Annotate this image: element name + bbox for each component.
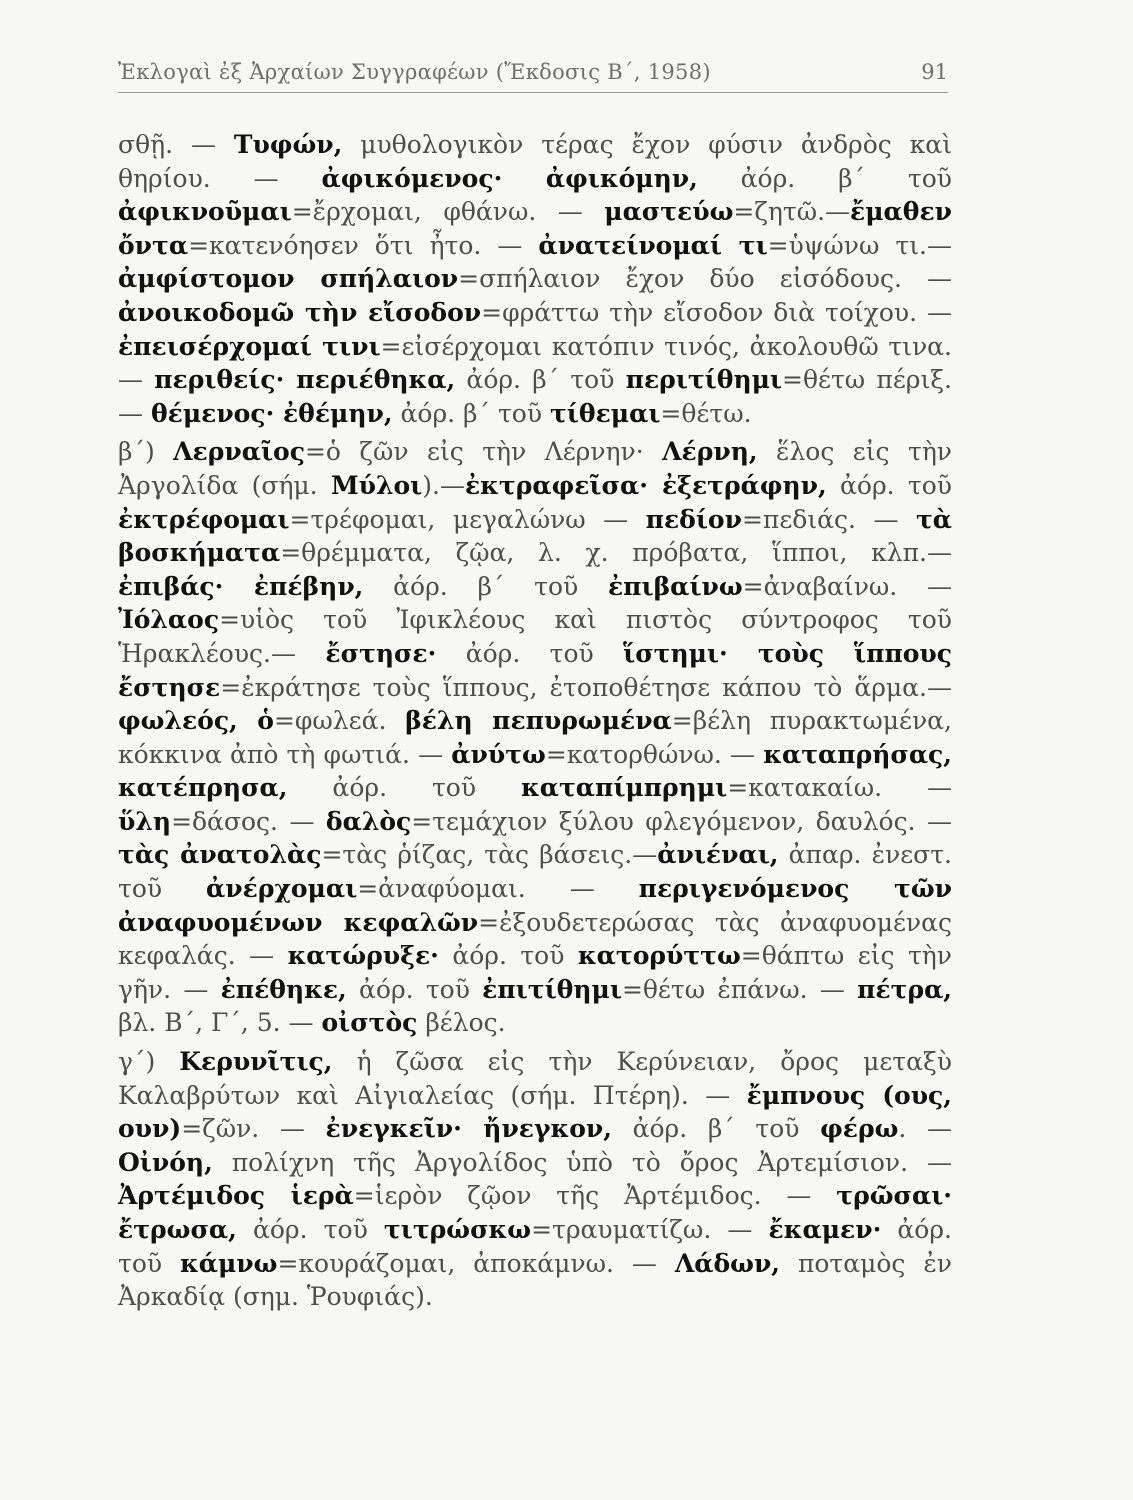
- gloss-text: =θρέμματα, ζῷα, λ. χ. πρόβατα, ἵπποι, κλπ.—: [280, 538, 952, 568]
- headword: ἔστησε·: [325, 638, 437, 668]
- glossary-paragraph-3: [118, 1045, 952, 1314]
- headword: μαστεύω: [604, 197, 734, 227]
- headword: κάμνω: [180, 1248, 278, 1278]
- gloss-text: =τρέφομαι, μεγαλώνω —: [289, 504, 646, 534]
- glossary-paragraph-1: [118, 128, 952, 430]
- headword: κατώρυξε·: [287, 941, 439, 971]
- headword: ἐπέθηκε,: [220, 974, 347, 1004]
- headword: περιθείς· περιέθηκα,: [154, 365, 456, 395]
- gloss-text: =τὰς ῥίζας, τὰς βάσεις.—: [321, 840, 658, 870]
- headword: καταπίμπρημι: [521, 773, 728, 803]
- headword: Ἰόλαος: [118, 605, 220, 635]
- headword: ἀφικνοῦμαι: [118, 197, 292, 227]
- headword: ἀμφίστομον σπήλαιον: [118, 264, 459, 294]
- gloss-text: μυθολογικὸν τέρας ἔχον φύσιν ἀνδρὸς καὶ θηρίου. —: [118, 130, 952, 193]
- headword: ἐκτρέφομαι: [118, 504, 290, 534]
- gloss-text: =φωλεά.: [273, 706, 406, 736]
- gloss-text: =φράττω τὴν εἴσοδον διὰ τοίχου. —: [481, 297, 952, 327]
- gloss-text: ἀόρ. τοῦ: [287, 773, 521, 803]
- gloss-text: ἀόρ. β΄ τοῦ: [611, 1114, 821, 1144]
- headword: θέμενος· ἐθέμην,: [150, 398, 393, 428]
- headword: περιτίθημι: [625, 365, 783, 395]
- gloss-text: =πεδιάς. —: [741, 504, 916, 534]
- gloss-text: ἀόρ. β΄ τοῦ: [697, 163, 953, 193]
- headword: ὕλη: [118, 806, 172, 836]
- gloss-text: =ἀναφύομαι. —: [357, 874, 639, 904]
- headword: ἐπεισέρχομαί τινι: [118, 331, 381, 361]
- headword: ἀνοικοδομῶ τὴν εἴσοδον: [118, 297, 482, 327]
- gloss-text: =ἱερὸν ζῷον τῆς Ἀρτέμιδος. —: [353, 1181, 837, 1211]
- headword: βέλη πεπυρωμένα: [405, 706, 672, 736]
- gloss-text: ἕλος εἰς τὴν Ἀργολίδα (σήμ.: [118, 437, 952, 500]
- headword: τρῶσαι· ἔτρωσα,: [118, 1181, 953, 1244]
- headword: Ἀρτέμιδος ἱερὰ: [118, 1181, 354, 1211]
- headword: ἀνέρχομαι: [206, 874, 358, 904]
- headword: τίθεμαι: [549, 398, 661, 428]
- gloss-text: ἀόρ. τοῦ: [436, 638, 624, 668]
- headword: Κερυνῖτις,: [179, 1047, 333, 1077]
- gloss-text: ἡ ζῶσα εἰς τὴν Κερύνειαν, ὄρος μεταξὺ Καλαβρύτων καὶ Αἰγιαλείας (σήμ. Πτέρη). —: [118, 1047, 952, 1110]
- gloss-text: ).—: [422, 470, 465, 500]
- headword: ἔκαμεν·: [768, 1215, 882, 1244]
- headword: ἐκτραφεῖσα· ἐξετράφην,: [464, 470, 827, 500]
- gloss-text: =ὁ ζῶν εἰς τὴν Λέρνην·: [304, 437, 663, 467]
- gloss-text: ἀόρ. β΄ τοῦ: [455, 365, 626, 395]
- headword: ἔμπνους (ους, ουν): [118, 1080, 952, 1144]
- headword: περιγενόμενος τῶν ἀναφυομένων κεφαλῶν: [118, 874, 952, 937]
- headword: τὰς ἀνατολὰς: [118, 840, 322, 870]
- headword: Τυφών,: [233, 130, 343, 159]
- gloss-text: =σπήλαιον ἔχον δύο εἰσόδους. —: [458, 264, 952, 294]
- glossary-text: [118, 128, 952, 1314]
- gloss-text: σθῇ. —: [118, 130, 234, 159]
- headword: Λέρνη,: [662, 437, 758, 467]
- gloss-text: =θάπτω εἰς τὴν γῆν. —: [118, 941, 952, 1004]
- headword: καταπρήσας, κατέπρησα,: [118, 739, 952, 803]
- gloss-text: =κατορθώνω. —: [545, 739, 764, 769]
- gloss-text: ἀόρ. τοῦ: [236, 1215, 384, 1244]
- gloss-text: =ζῶν. —: [181, 1114, 326, 1144]
- headword: Μύλοι: [330, 470, 423, 500]
- gloss-text: β΄): [118, 437, 174, 467]
- gloss-text: ἀόρ. τοῦ: [438, 941, 578, 971]
- headword: Λάδων,: [674, 1248, 780, 1278]
- gloss-text: =κουράζομαι, ἀποκάμνω. —: [277, 1248, 675, 1278]
- headword: ἀφικόμενος· ἀφικόμην,: [321, 163, 698, 193]
- running-head-title: Ἐκλογαὶ ἐξ Ἀρχαίων Συγγραφέων (Ἔκδοσις Β΄, 1958): [118, 60, 711, 84]
- gloss-text: =θέτω ἐπάνω. —: [621, 974, 858, 1004]
- gloss-text: =ἐξουδετερώσας τὰς ἀναφυομένας κεφαλάς. —: [118, 907, 952, 971]
- gloss-text: =ἔρχομαι, φθάνω. —: [291, 197, 605, 227]
- gloss-text: ἀπαρ. ἐνεστ. τοῦ: [118, 840, 953, 904]
- headword: φωλεός, ὁ: [118, 706, 274, 736]
- headword: φέρω: [820, 1114, 899, 1144]
- gloss-text: . —: [898, 1114, 952, 1144]
- headword: δαλὸς: [325, 806, 412, 836]
- headword: ἐνεγκεῖν· ἤνεγκον,: [325, 1114, 612, 1144]
- gloss-text: ἀόρ. β΄ τοῦ: [363, 571, 608, 601]
- gloss-text: βέλος.: [417, 1008, 506, 1038]
- gloss-text: =κατενόησεν ὅτι ἦτο. —: [188, 230, 539, 260]
- headword: ἐπιβαίνω: [607, 571, 743, 601]
- headword: ἔμαθεν ὄντα: [118, 197, 952, 260]
- headword: ἀνατείνομαί τι: [538, 230, 768, 260]
- gloss-text: =ἀναβαίνω. —: [742, 571, 952, 601]
- headword: ἀνύτω: [451, 739, 546, 769]
- gloss-text: βλ. Β΄, Γ΄, 5. —: [118, 1008, 322, 1038]
- gloss-text: =βέλη πυρακτωμένα, κόκκινα ἀπὸ τὴ φωτιά. —: [118, 706, 952, 769]
- glossary-paragraph-2: [118, 435, 952, 1040]
- gloss-text: ἀόρ. τοῦ: [346, 974, 483, 1004]
- headword: πεδίον: [645, 504, 742, 534]
- gloss-text: =υἱὸς τοῦ Ἰφικλέους καὶ πιστὸς σύντροφος τοῦ Ἡρακλέους.—: [118, 605, 952, 668]
- gloss-text: ἀόρ. τοῦ: [118, 1215, 952, 1278]
- gloss-text: =δάσος. —: [171, 806, 326, 836]
- headword: οἰστὸς: [321, 1008, 418, 1038]
- gloss-text: =ζητῶ.—: [733, 197, 851, 227]
- headword: πέτρα,: [857, 974, 953, 1004]
- gloss-text: =τεμάχιον ξύλου φλεγόμενον, δαυλός. —: [411, 806, 952, 836]
- running-header: [118, 58, 948, 93]
- gloss-text: ποταμὸς ἐν Ἀρκαδίᾳ (σημ. Ῥουφιάς).: [118, 1248, 952, 1312]
- gloss-text: =τραυματίζω. —: [531, 1215, 769, 1244]
- headword: ἵστημι· τοὺς ἵππους ἔστησε: [118, 638, 952, 702]
- gloss-text: πολίχνη τῆς Ἀργολίδος ὑπὸ τὸ ὄρος Ἀρτεμίσιον. —: [212, 1147, 952, 1177]
- headword: κατορύττω: [577, 941, 741, 971]
- gloss-text: =ἐκράτησε τοὺς ἵππους, ἐτοποθέτησε κάπου τὸ ἅρμα.—: [220, 672, 952, 702]
- headword: Οἰνόη,: [118, 1147, 213, 1177]
- gloss-text: =ὑψώνω τι.—: [767, 230, 952, 260]
- headword: ἐπιβάς· ἐπέβην,: [118, 571, 364, 601]
- gloss-text: =κατακαίω. —: [727, 773, 952, 803]
- headword: τιτρώσκω: [383, 1215, 532, 1244]
- gloss-text: =θέτω πέριξ. —: [118, 365, 952, 428]
- gloss-text: ἀόρ. τοῦ: [826, 470, 952, 500]
- headword: ἀνιέναι,: [657, 840, 779, 870]
- gloss-text: ἀόρ. β΄ τοῦ: [392, 398, 550, 428]
- gloss-text: =εἰσέρχομαι κατόπιν τινός, ἀκολουθῶ τινα. —: [118, 331, 952, 395]
- headword: Λερναῖος: [173, 437, 305, 467]
- headword: ἐπιτίθημι: [482, 974, 622, 1004]
- gloss-text: =θέτω.: [660, 398, 752, 428]
- gloss-text: γ΄): [118, 1047, 180, 1077]
- headword: τὰ βοσκήματα: [118, 504, 952, 568]
- page-number: 91: [921, 60, 948, 84]
